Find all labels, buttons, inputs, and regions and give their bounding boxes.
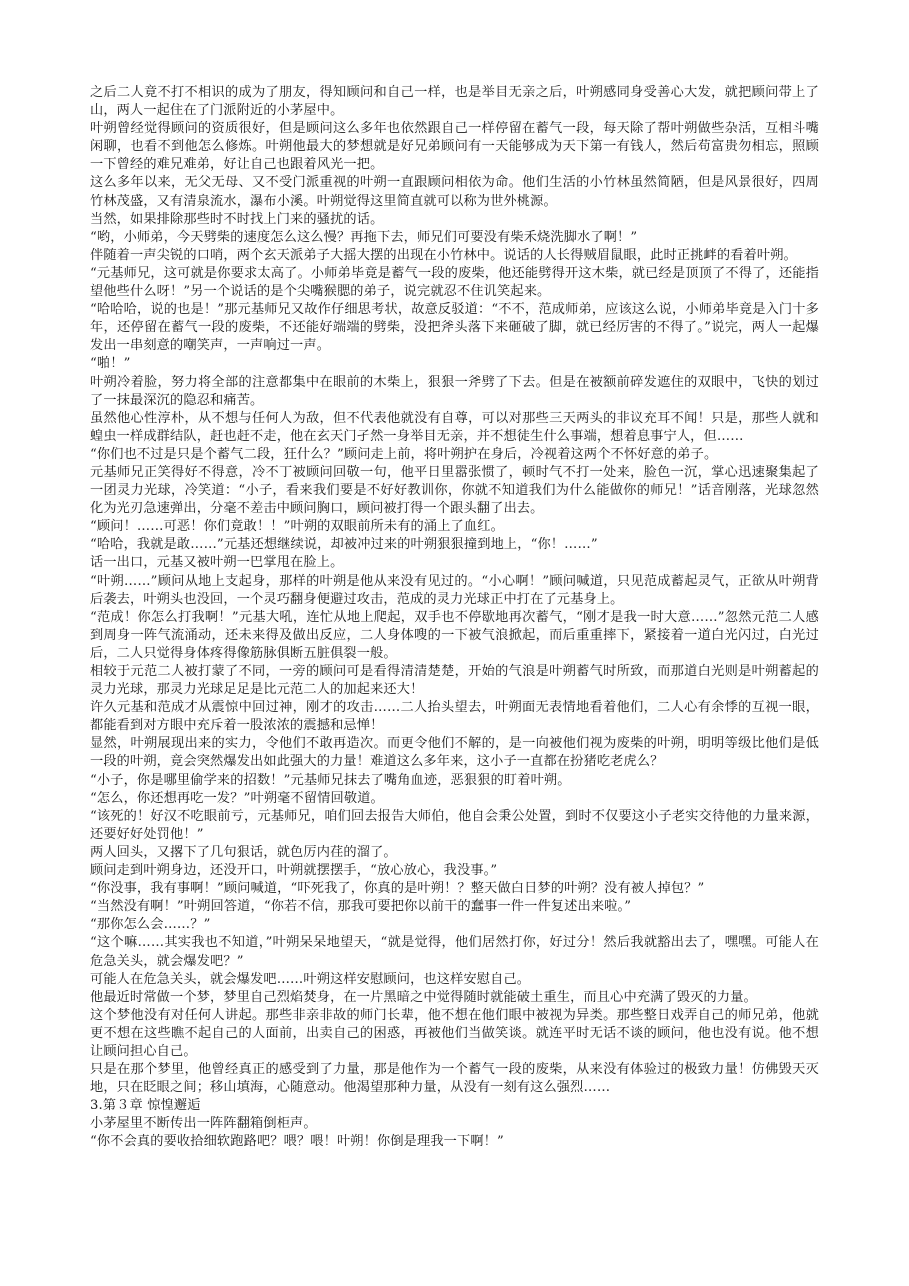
body-paragraph: 两人回头，又撂下了几句狠话，就色厉内荏的溜了。 [90,844,397,860]
body-paragraph: “顾问！……可恶！你们竟敢！！”叶朔的双眼前所未有的涌上了血红。 [90,519,504,535]
body-paragraph: 许久元基和范成才从震惊中回过神，刚才的攻击……二人抬头望去，叶朔面无表情地看着他们，二人心有余悸的互视一眼，都能看到对方眼中充斥着一股浓浓的震撼和忌惮！ [90,700,819,734]
body-paragraph: “元基师兄，这可就是你要求太高了。小师弟毕竟是蓄气一段的废柴，他还能劈得开这木柴，就已经是顶顶了不得了，还能指望他些什么呀！”另一个说话的是个尖嘴猴腮的弟子，说完就忍不住讥笑起来。 [90,265,819,300]
body-paragraph: 伴随着一声尖锐的口哨，两个玄天派弟子大摇大摆的出现在小竹林中。说话的人长得贼眉鼠眼，此时正挑衅的看着叶朔。 [90,247,797,263]
body-paragraph: “当然没有啊！”叶朔回答道，“你若不信，那我可要把你以前干的蠢事一件一件复述出来啦。” [90,899,632,915]
body-paragraph: 元基师兄正笑得好不得意，冷不丁被顾问回敬一句，他平日里嚣张惯了，顿时气不打一处来，脸色一沉，掌心迅速聚集起了一团灵力光球，冷笑道：“小子，看来我们要是不好好教训你，你就不知道我们为什么能做你的师兄！”话音刚落，光球忽然化为光刃急速弹出，分毫不差击中顾问胸口，顾问被打得一个跟头翻了出去。 [90,464,819,517]
body-paragraph: “这个嘛……其实我也不知道，”叶朔呆呆地望天，“就是觉得，他们居然打你，好过分！然后我就豁出去了，嘿嘿。可能人在危急关头，就会爆发吧？” [90,935,819,969]
body-paragraph: “小子，你是哪里偷学来的招数！”元基师兄抹去了嘴角血迹，恶狠狠的盯着叶朔。 [90,772,571,788]
body-paragraph: 显然，叶朔展现出来的实力，令他们不敢再造次。而更令他们不解的，是一向被他们视为废柴的叶朔，明明等级比他们是低一段的叶朔，竟会突然爆发出如此强大的力量！难道这么多年来，这小子一直都在扮猪吃老虎么？ [90,736,819,770]
body-paragraph: 之后二人竟不打不相识的成为了朋友，得知顾问和自己一样，也是举目无亲之后，叶朔感同身受善心大发，就把顾问带上了山，两人一起住在了门派附近的小茅屋中。 [90,85,819,119]
body-paragraph: 可能人在危急关头，就会爆发吧……叶朔这样安慰顾问，也这样安慰自己。 [90,971,531,987]
body-paragraph: 虽然他心性淳朴，从不想与任何人为敌，但不代表他就没有自尊，可以对那些三天两头的非议充耳不闻！只是，那些人就和蝗虫一样成群结队，赶也赶不走，他在玄天门孑然一身举目无亲，并不想徒生什么事端，想着息事宁人，但…… [90,410,819,444]
body-paragraph: “那你怎么会……？” [90,917,211,933]
body-paragraph: 只是在那个梦里，他曾经真正的感受到了力量，那是他作为一个蓄气一段的废柴，从来没有体验过的极致力量！仿佛毁天灭地，只在眨眼之间；移山填海，心随意动。他渴望那种力量，从没有一刻有这么强烈…… [90,1062,819,1096]
body-paragraph: 小茅屋里不断传出一阵阵翻箱倒柜声。 [90,1116,317,1132]
body-paragraph: “叶朔……”顾问从地上支起身，那样的叶朔是他从来没有见过的。“小心啊！”顾问喊道，只见范成蓄起灵气，正欲从叶朔背后袭去，叶朔头也没回，一个灵巧翻身便避过攻击，范成的灵力光球正中打在了元基身上。 [90,573,819,607]
body-paragraph: “该死的！好汉不吃眼前亏，元基师兄，咱们回去报告大师伯，他自会秉公处置，到时不仅要这小子老实交待他的力量来源，还要好好处罚他！” [90,808,819,842]
body-paragraph: “你没事，我有事啊！”顾问喊道，“吓死我了，你真的是叶朔！？整天做白日梦的叶朔？没有被人掉包？” [90,881,705,897]
body-paragraph: 相较于元范二人被打蒙了不同，一旁的顾问可是看得清清楚楚，开始的气浪是叶朔蓄气时所致，而那道白光则是叶朔蓄起的灵力光球，那灵力光球足足是比元范二人的加起来还大！ [90,664,819,698]
body-paragraph: “哈哈哈，说的也是！”那元基师兄又故作仔细思考状，故意反驳道：“不不，范成师弟，应该这么说，小师弟毕竟是入门十多年，还停留在蓄气一段的废柴，不还能好端端的劈柴，没把斧头落下来砸破了脚，就已经厉害的不得了。”说完，两人一起爆发出一串刻意的嘲笑声，一声响过一声。 [90,302,819,354]
body-paragraph: “哈哈，我就是敢……”元基还想继续说，却被冲过来的叶朔狠狠撞到地上，“你！……” [90,537,598,553]
body-paragraph: 他最近时常做一个梦，梦里自己烈焰焚身，在一片黑暗之中觉得随时就能破土重生，而且心中充满了毁灭的力量。 [90,989,757,1005]
body-paragraph: 叶朔冷着脸，努力将全部的注意都集中在眼前的木柴上，狠狠一斧劈了下去。但是在被额前碎发遮住的双眼中，飞快的划过了一抹最深沉的隐忍和痛苦。 [90,374,819,408]
body-paragraph: 话一出口，元基又被叶朔一巴掌甩在脸上。 [90,555,344,571]
body-paragraph: “怎么，你还想再吃一发？”叶朔毫不留情回敬道。 [90,790,384,806]
chapter-heading: 3.第３章 惊惶邂逅 [90,1098,201,1114]
body-paragraph: “范成！你怎么打我啊！”元基大吼，连忙从地上爬起，双手也不停歇地再次蓄气，“刚才是我一时大意……”忽然元范二人感到周身一阵气流涌动，还未来得及做出反应，二人身体嗖的一下被气浪掀起，而后重重摔下，紧接着一道白光闪过，白光过后，二人只觉得身体疼得像筋脉俱断五脏俱裂一般。 [90,609,819,661]
body-paragraph: 顾问走到叶朔身边，还没开口，叶朔就摆摆手，“放心放心，我没事。” [90,863,498,879]
body-paragraph: “哟，小师弟，今天劈柴的速度怎么这么慢？再拖下去，师兄们可要没有柴禾烧洗脚水了啊！” [90,229,638,245]
body-paragraph: “你不会真的要收拾细软跑路吧？喂？喂！叶朔！你倒是理我一下啊！” [90,1134,504,1150]
body-paragraph: 当然，如果排除那些时不时找上门来的骚扰的话。 [90,211,384,227]
body-paragraph: “你们也不过是只是个蓄气二段，狂什么？”顾问走上前，将叶朔护在身后，冷视着这两个不怀好意的弟子。 [90,446,718,462]
body-paragraph: 这么多年以来，无父无母、又不受门派重视的叶朔一直跟顾问相依为命。他们生活的小竹林虽然简陋，但是风景很好，四周竹林茂盛，又有清泉流水，瀑布小溪。叶朔觉得这里简直就可以称为世外桃源。 [90,175,819,209]
body-paragraph: 叶朔曾经觉得顾问的资质很好，但是顾问这么多年也依然跟自己一样停留在蓄气一段，每天除了帮叶朔做些杂活，互相斗嘴闲聊，也看不到他怎么修炼。叶朔他最大的梦想就是好兄弟顾问有一天能够成为天下第一有钱人，然后苟富贵勿相忘，照顾一下曾经的难兄难弟，好让自己也跟着风光一把。 [90,121,819,173]
body-paragraph: 这个梦他没有对任何人讲起。那些非亲非故的师门长辈，他不想在他们眼中被视为异类。那些整日戏弄自己的师兄弟，他就更不想在这些瞧不起自己的人面前，出卖自己的困惑，再被他们当做笑谈。就连平时无话不谈的顾问，他也没有说。他不想让顾问担心自己。 [90,1007,819,1059]
body-paragraph: “啪！” [90,356,131,372]
